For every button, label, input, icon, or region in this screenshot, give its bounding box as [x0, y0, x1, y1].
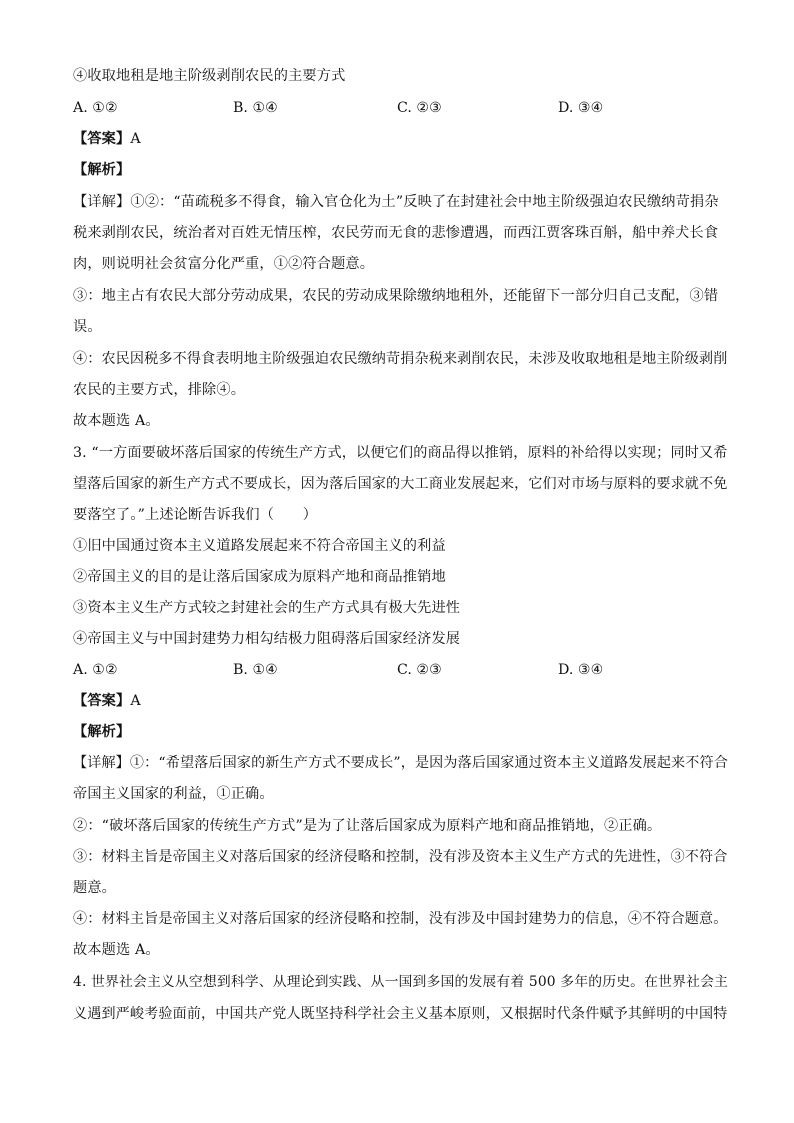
q2-detail-line: 故本题选 A。	[73, 413, 160, 429]
q3-stem-line: 望落后国家的新生产方式不要成长，因为落后国家的大工商业发展起来，它们对市场与原料的要求就不免	[73, 476, 728, 492]
q3-option-b: B. ①④	[233, 662, 278, 678]
q2-option-a: A. ①②	[73, 100, 118, 116]
q3-option-d: D. ③④	[558, 662, 604, 678]
q3-detail-line: 题意。	[73, 880, 117, 896]
q3-option-c: C. ②③	[397, 662, 442, 678]
q3-option-a: A. ①②	[73, 662, 118, 678]
q2-answer-label: 【答案】	[73, 131, 131, 147]
q3-item-4: ④帝国主义与中国封建势力相勾结极力阻碍落后国家经济发展	[73, 631, 461, 647]
q3-answer-label: 【答案】	[73, 693, 131, 709]
q2-option-c: C. ②③	[397, 100, 442, 116]
q2-detail-line: 农民的主要方式，排除④。	[73, 382, 246, 398]
q2-detail-line: ④：农民因税多不得食表明地主阶级强迫农民缴纳苛捐杂税来剥削农民，未涉及收取地租是地主阶级剥削	[73, 351, 728, 367]
q3-analysis-label: 【解析】	[73, 724, 131, 740]
q4-stem-line: 4. 世界社会主义从空想到科学、从理论到实践、从一国到多国的发展有着 500 多年的历史。在世界社会主	[73, 974, 729, 990]
q3-detail-line: ④：材料主旨是帝国主义对落后国家的经济侵略和控制，没有涉及中国封建势力的信息，④不符合题意。	[73, 911, 728, 927]
q2-answer-value: A	[130, 131, 141, 147]
q2-detail-line: ③：地主占有农民大部分劳动成果，农民的劳动成果除缴纳地租外，还能留下一部分归自己支配，③错	[73, 288, 719, 304]
q3-answer	[73, 691, 728, 711]
q2-option-d: D. ③④	[558, 100, 604, 116]
q3-item-2: ②帝国主义的目的是让落后国家成为原料产地和商品推销地	[73, 569, 446, 585]
q2-detail-line: 税来剥削农民，统治者对百姓无情压榨，农民劳而无食的悲惨遭遇，而西江贾客珠百斛，船中养犬长食	[73, 225, 719, 241]
q2-detail-line: 【详解】①②：“苗疏税多不得食，输入官仓化为土”反映了在封建社会中地主阶级强迫农民缴纳苛捐杂	[73, 194, 719, 210]
q4-stem-line: 义遇到严峻考验面前，中国共产党人既坚持科学社会主义基本原则，又根据时代条件赋予其鲜明的中国特	[73, 1006, 728, 1022]
q3-item-1: ①旧中国通过资本主义道路发展起来不符合帝国主义的利益	[73, 538, 446, 554]
q2-option-b: B. ①④	[233, 100, 278, 116]
q3-detail-line: ③：材料主旨是帝国主义对落后国家的经济侵略和控制，没有涉及资本主义生产方式的先进性，③不符合	[73, 849, 728, 865]
q2-analysis-label: 【解析】	[73, 162, 131, 178]
q2-detail-line: 误。	[73, 319, 102, 335]
q3-item-3: ③资本主义生产方式较之封建社会的生产方式具有极大先进性	[73, 600, 461, 616]
q3-detail-line: ②：“破坏落后国家的传统生产方式”是为了让落后国家成为原料产地和商品推销地，②正确。	[73, 818, 662, 834]
q3-detail-line: 故本题选 A。	[73, 942, 160, 958]
q3-detail-line: 【详解】①：“希望落后国家的新生产方式不要成长”，是因为落后国家通过资本主义道路发展起来不符合	[73, 755, 728, 771]
q3-stem-line: 3. “一方面要破坏落后国家的传统生产方式，以便它们的商品得以推销，原料的补给得以实现；同时又希	[73, 445, 728, 461]
q3-stem-line: 要落空了。”上述论断告诉我们（ ）	[73, 507, 318, 523]
q2-detail-line: 肉，则说明社会贫富分化严重，①②符合题意。	[73, 256, 375, 272]
q3-detail-line: 帝国主义国家的利益，①正确。	[73, 786, 274, 802]
q2-answer	[73, 129, 728, 149]
q3-answer-value: A	[130, 693, 141, 709]
q2-item-4: ④收取地租是地主阶级剥削农民的主要方式	[73, 68, 346, 84]
